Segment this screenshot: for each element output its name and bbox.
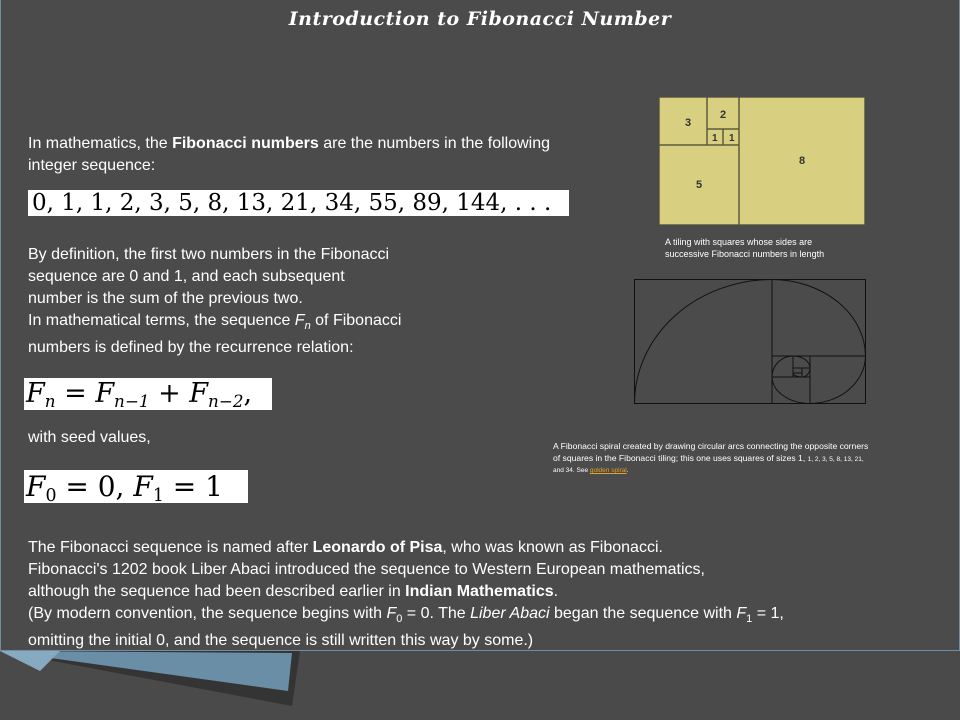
formula-plus: + [149, 378, 190, 409]
tile-label-1a: 1 [712, 133, 718, 144]
history-line-3-text: although the sequence had been described earlier in [28, 583, 406, 600]
spiral-caption-line-2 [553, 452, 958, 466]
seed-values-image [24, 470, 248, 503]
seed-f1-value: = 1 [163, 470, 223, 503]
tile-label-3: 3 [685, 117, 692, 129]
formula-term-2: F [189, 378, 209, 409]
seed-values-label: with seed values, [28, 429, 151, 446]
tiling-caption-line-1: A tiling with squares whose sides are [665, 237, 813, 247]
history-line-4-text-a: (By modern convention, the sequence begins with [28, 605, 387, 622]
history-line-4 [28, 603, 928, 630]
definition-line-2: sequence are 0 and 1, and each subsequent [28, 268, 345, 285]
spiral-caption-end: . [626, 467, 629, 474]
history-f1-subscript: 1 [746, 613, 753, 626]
formula-term-1: F [95, 378, 115, 409]
seed-f1: F [133, 470, 153, 503]
history-line-2: Fibonacci's 1202 book Liber Abaci introduced the sequence to Western European mathematics, [28, 561, 705, 578]
intro-text-before: In mathematics, the [28, 135, 173, 152]
definition-line-1: By definition, the first two numbers in the Fibonacci [28, 246, 390, 263]
history-f0: F [386, 605, 397, 622]
definition-line-4 [28, 310, 468, 337]
seed-f0-value: = 0, [56, 470, 134, 503]
formula-lhs: F [26, 378, 45, 409]
formula-comma: , [243, 378, 253, 409]
tile-label-2: 2 [720, 109, 727, 121]
history-line-4-text-c: began the sequence with [549, 605, 737, 622]
history-line-1-text: The Fibonacci sequence is named after [28, 539, 313, 556]
decorative-bottom-bar [0, 651, 960, 720]
spiral-caption-line-3-text: and 34. See [553, 467, 590, 474]
history-line-1 [28, 537, 928, 559]
golden-spiral-link[interactable]: golden spiral [589, 467, 627, 474]
leonardo-of-pisa: Leonardo of Pisa [312, 539, 443, 556]
spiral-caption-line-2-text: of squares in the Fibonacci tiling; this one uses squares of sizes 1, [553, 453, 808, 463]
tile-label-1b: 1 [729, 133, 735, 144]
history-paragraph [28, 537, 928, 652]
liber-abaci-italic: Liber Abaci [470, 605, 550, 622]
sequence-variable: F [294, 312, 305, 329]
formula-lhs-subscript: n [44, 391, 56, 410]
definition-line-5: numbers is defined by the recurrence relation: [28, 339, 354, 357]
formula-term-2-subscript: n−2 [208, 391, 244, 410]
history-f1: F [736, 605, 747, 622]
definition-line-4-end: of Fibonacci [310, 312, 402, 329]
sequence-variable-subscript: n [304, 320, 311, 333]
indian-mathematics: Indian Mathematics [405, 583, 554, 600]
tiling-caption-line-2: successive Fibonacci numbers in length [665, 249, 825, 259]
history-line-4-text-d: = 1, [752, 605, 784, 622]
history-line-3 [28, 581, 928, 603]
sequence-image: 0, 1, 1, 2, 3, 5, 8, 13, 21, 34, 55, 89, 144, . . . [28, 190, 569, 216]
history-f0-subscript: 0 [396, 613, 403, 626]
seed-f1-subscript: 1 [152, 486, 164, 503]
spiral-caption-sizes: 1, 2, 3, 5, 8, 13, 21, [807, 456, 864, 463]
fibonacci-tiling-image [659, 97, 865, 225]
slide-title: Introduction to Fibonacci Number [288, 8, 672, 30]
tile-label-5: 5 [696, 179, 703, 191]
seed-f0: F [26, 470, 46, 503]
history-line-3-end: . [553, 583, 559, 600]
intro-bold-term: Fibonacci numbers [172, 135, 319, 152]
fibonacci-spiral-image [634, 279, 866, 404]
tiling-caption [665, 236, 875, 260]
definition-paragraph [28, 244, 468, 359]
recurrence-formula-image [24, 378, 272, 410]
spiral-caption-line-3 [553, 466, 958, 476]
formula-term-1-subscript: n−1 [114, 391, 150, 410]
seed-f0-subscript: 0 [45, 486, 57, 503]
history-line-5: omitting the initial 0, and the sequence is still written this way by some.) [28, 632, 534, 650]
intro-text-after: are the numbers in the following integer sequence: [28, 135, 551, 174]
intro-paragraph [28, 133, 573, 177]
formula-equals: = [55, 378, 96, 409]
spiral-caption [553, 440, 958, 476]
definition-line-4-text: In mathematical terms, the sequence [28, 312, 295, 329]
definition-line-3: number is the sum of the previous two. [28, 290, 303, 307]
spiral-caption-line-1: A Fibonacci spiral created by drawing circular arcs connecting the opposite corners [553, 441, 869, 451]
history-line-1-end: , who was known as Fibonacci. [442, 539, 663, 556]
tile-label-8: 8 [799, 155, 806, 167]
history-line-4-text-b: = 0. The [402, 605, 471, 622]
